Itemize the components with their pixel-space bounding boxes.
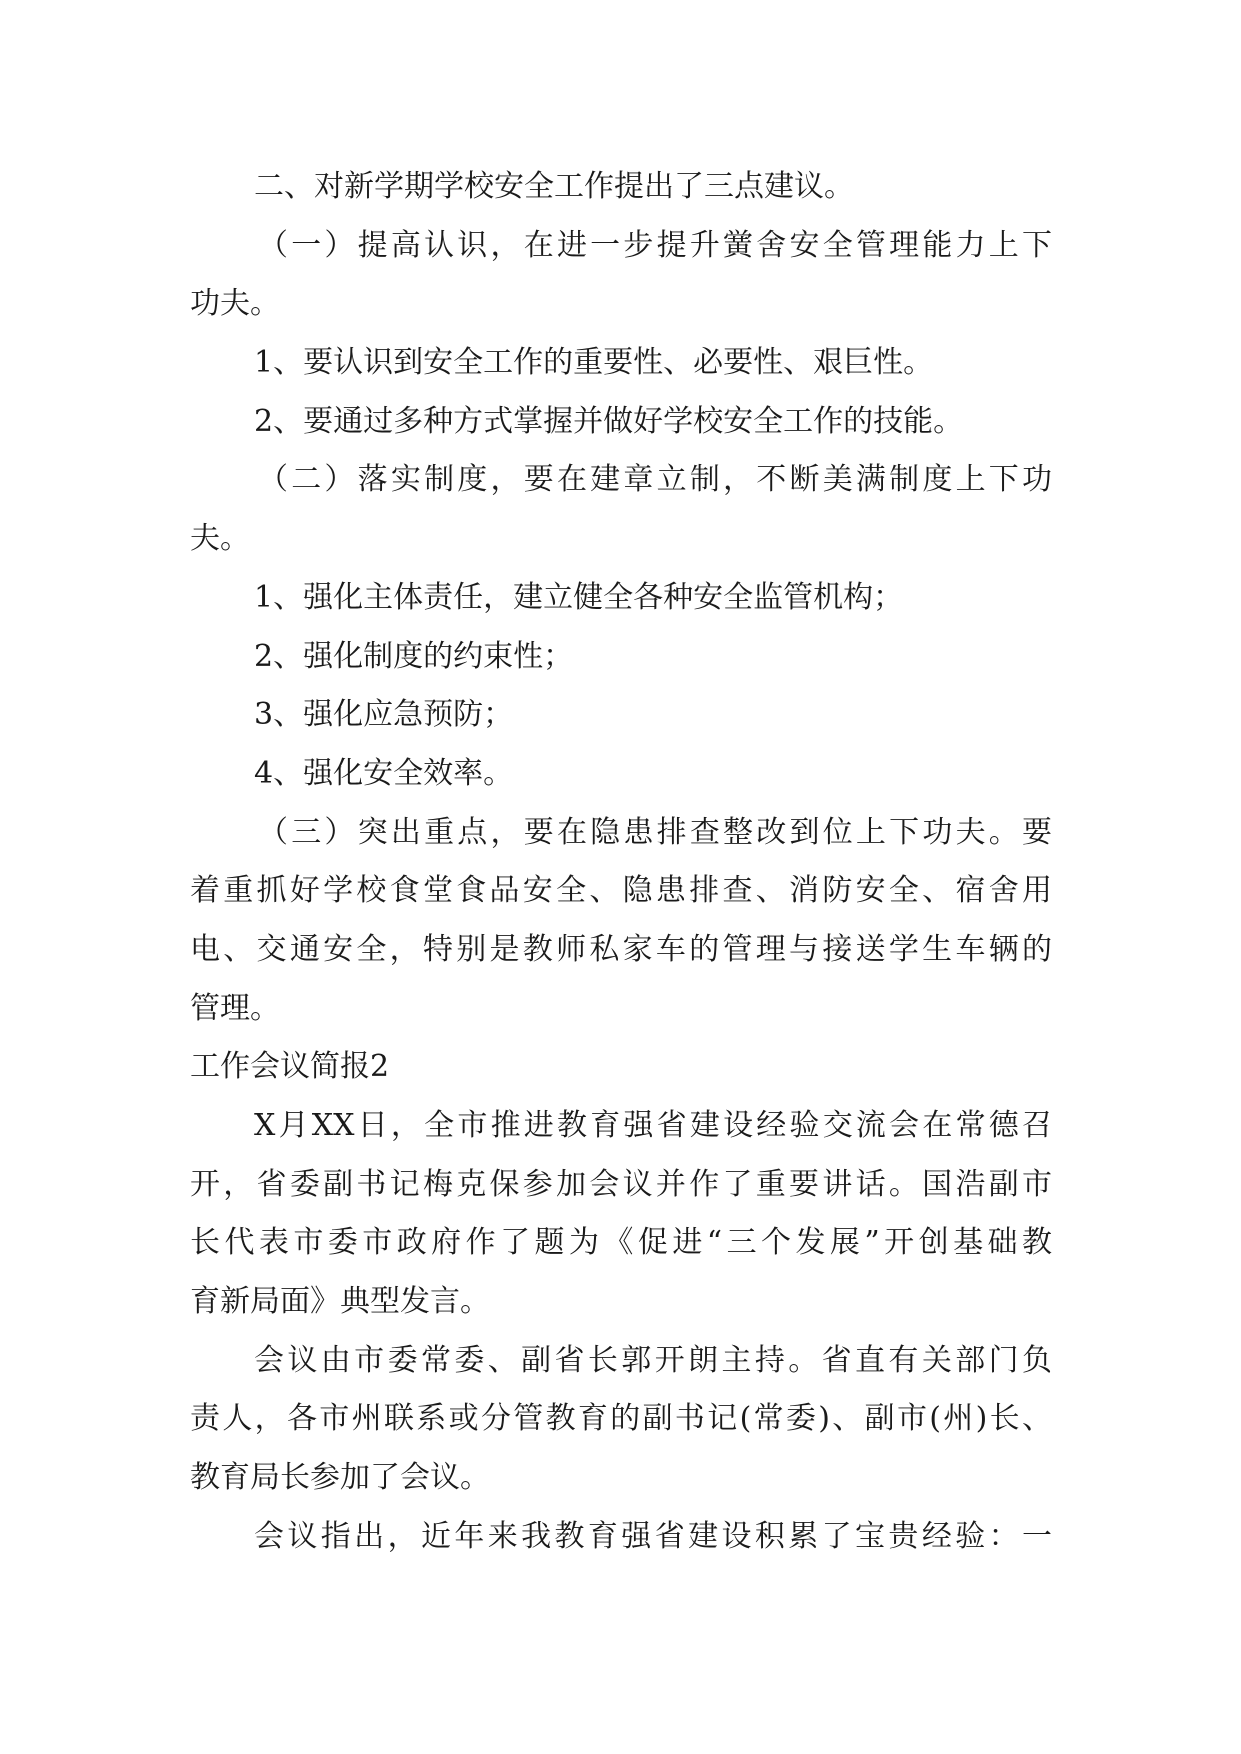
text-line: 会议指出，近年来我教育强省建设积累了宝贵经验：一 — [254, 1518, 1052, 1554]
text-line: 开，省委副书记梅克保参加会议并作了重要讲话。国浩副市 — [190, 1166, 1052, 1202]
text-line: 电、交通安全，特别是教师私家车的管理与接送学生车辆的 — [190, 931, 1052, 967]
text-line: （一）提高认识，在进一步提升黉舍安全管理能力上下 — [258, 227, 1052, 263]
section-heading: 工作会议简报2 — [190, 1049, 390, 1085]
text-line: 2、强化制度的约束性； — [254, 638, 574, 674]
text-line: 会议由市委常委、副省长郭开朗主持。省直有关部门负 — [254, 1342, 1052, 1378]
text-line: 4、强化安全效率。 — [254, 755, 514, 791]
text-line: （二）落实制度，要在建章立制，不断美满制度上下功 — [258, 462, 1052, 498]
text-line: 1、要认识到安全工作的重要性、必要性、艰巨性。 — [254, 345, 934, 381]
text-line: （三）突出重点，要在隐患排查整改到位上下功夫。要 — [258, 814, 1052, 850]
text-line: 育新局面》典型发言。 — [190, 1284, 490, 1320]
text-line: 责人，各市州联系或分管教育的副书记(常委)、副市(州)长、 — [190, 1401, 1052, 1437]
text-line: 教育局长参加了会议。 — [190, 1460, 490, 1496]
text-line: 二、对新学期学校安全工作提出了三点建议。 — [254, 169, 854, 204]
text-line: 功夫。 — [190, 286, 280, 322]
text-line: 夫。 — [190, 521, 250, 557]
text-line: 1、强化主体责任，建立健全各种安全监管机构； — [254, 579, 904, 615]
text-line: 2、要通过多种方式掌握并做好学校安全工作的技能。 — [254, 403, 964, 439]
text-line: 3、强化应急预防； — [254, 697, 514, 733]
document-body — [190, 158, 1052, 1567]
text-line: 管理。 — [190, 990, 280, 1026]
text-line: X月XX日，全市推进教育强省建设经验交流会在常德召 — [254, 1108, 1052, 1143]
text-line: 着重抓好学校食堂食品安全、隐患排查、消防安全、宿舍用 — [190, 873, 1052, 909]
text-line: 长代表市委市政府作了题为《促进“三个发展”开创基础教 — [190, 1225, 1052, 1261]
